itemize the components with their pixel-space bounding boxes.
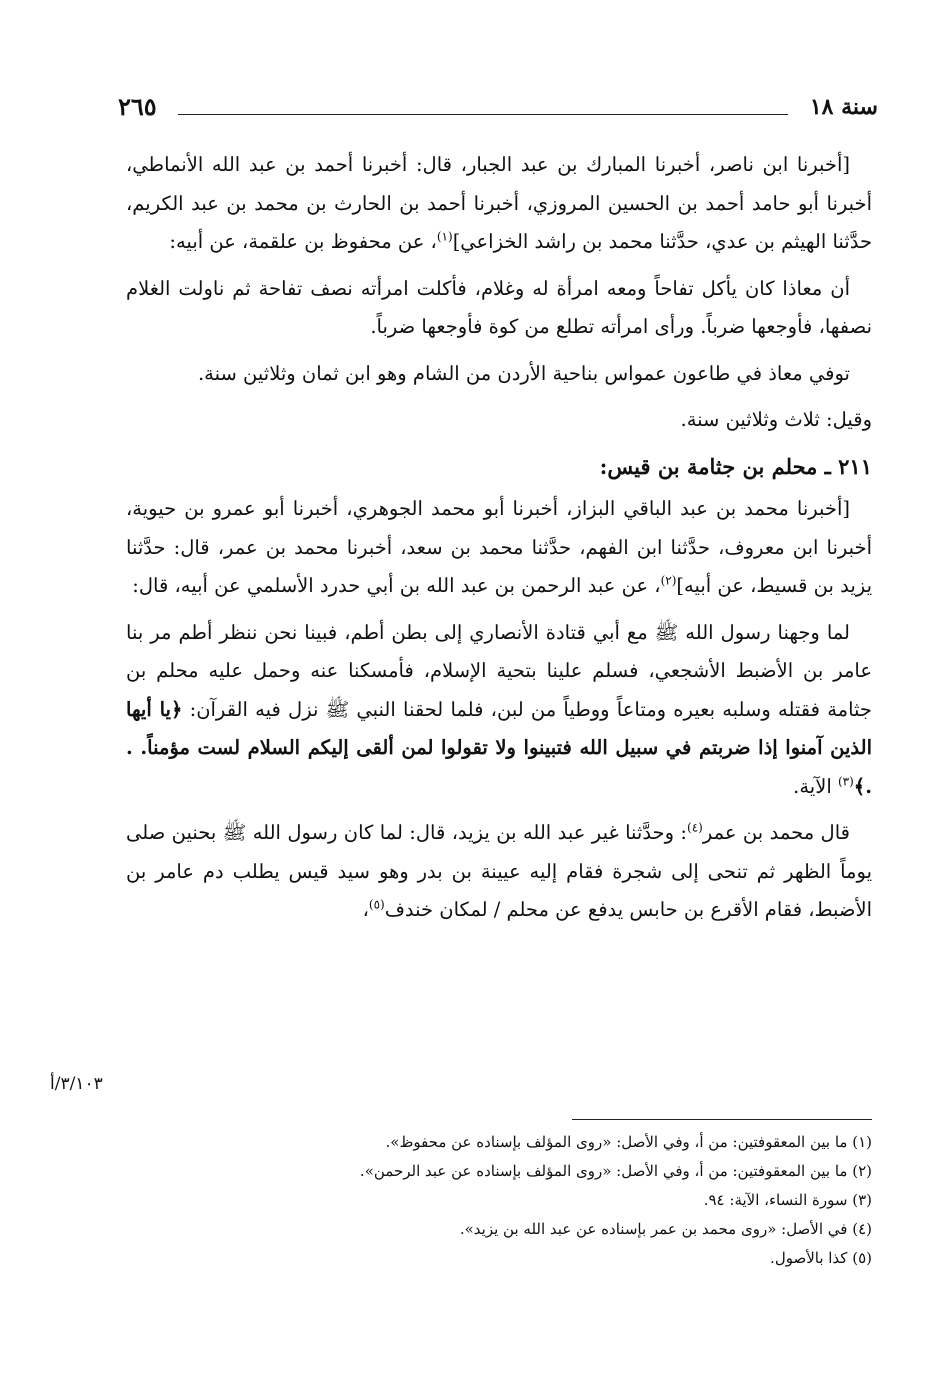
page-header [118,92,878,132]
text-run: أن معاذا كان يأكل تفاحاً ومعه امرأة له وغلام، فأكلت امرأته نصف تفاحة ثم ناولت الغلام نصفها، فأوجعها ضرباً. ورأى امرأته تطلع من كوة فأوجعها ضرباً. [126,276,872,338]
footnote-marker: (١) [436,229,453,244]
paragraph [126,355,872,394]
text-run: [أخبرنا ابن ناصر، أخبرنا المبارك بن عبد الجبار، قال: أخبرنا أحمد بن عبد الله الأنماطي، أخبرنا أبو حامد أحمد بن الحسين المروزي، أخبرنا أحمد بن الحارث بن محمد بن عبد الكريم، حدَّثنا الهيثم بن عدي، حدَّثنا محمد بن راشد الخزاعي] [126,153,872,253]
running-title: سنة ١٨ [809,94,878,120]
text-run: وقيل: ثلاث وثلاثين سنة. [680,408,872,431]
paragraph [126,146,872,262]
footnote: (٣) سورة النساء، الآية: ٩٤. [703,1191,872,1209]
text-run: الآية. [793,774,838,798]
paragraph [126,490,872,606]
footnotes [126,1128,872,1273]
footnote-marker: (٣) [837,774,854,788]
paragraph [126,814,872,930]
footnote: (٥) كذا بالأصول. [770,1249,872,1267]
text-run: ٢١١ ـ محلم بن جثامة بن قيس: [599,453,872,479]
header-rule [178,114,788,115]
paragraph [126,614,872,807]
text-run: قال محمد بن عمر [702,821,850,844]
manuscript-folio-ref: ٣/١٠٣/أ [50,1074,103,1094]
paragraph [126,270,872,347]
text-run: ، [362,898,369,921]
paragraph [126,401,872,440]
footnote-rule [572,1119,872,1120]
footnote-marker: (٤) [687,820,703,835]
main-text [126,146,872,938]
footnote-marker: (٥) [368,897,385,912]
text-run: لما وجهنا رسول الله ﷺ مع أبي قتادة الأنصاري إلى بطن أطم، فبينا نحن ننظر أطم مر بنا عامر بن الأضبط الأشجعي، فسلم علينا بتحية الإسلام، فأمسكنا عنه وحمل عليه محلم بن جثامة فقتله وسلبه بعيره ومتاعاً ووطياً من لبن، فلما لحقنا النبي ﷺ نزل فيه القرآن: [126,620,872,721]
footnote: (٤) في الأصل: «روى محمد بن عمر بإسناده عن عبد الله بن يزيد». [459,1220,872,1238]
footnote-marker: (٢) [660,573,677,588]
page-number: ٢٦٥ [118,92,157,121]
section-heading [126,448,872,487]
quran-quote: ﴿يا أيها الذين آمنوا إذا ضربتم في سبيل الله فتبينوا ولا تقولوا لمن ألقى إليكم السلام لست مؤمناً. . .﴾ [126,697,872,798]
text-run: توفي معاذ في طاعون عمواس بناحية الأردن من الشام وهو ابن ثمان وثلاثين سنة. [197,361,850,385]
text-run: [أخبرنا محمد بن عبد الباقي البزاز، أخبرنا أبو محمد الجوهري، أخبرنا أبو عمرو بن حيوية، أخبرنا ابن معروف، حدَّثنا ابن الفهم، حدَّثنا محمد بن سعد، أخبرنا محمد بن عمر، قال: حدَّثنا يزيد بن قسيط، عن أبيه] [126,497,872,597]
text-run: : وحدَّثنا غير عبد الله بن يزيد، قال: لما كان رسول الله ﷺ بحنين صلى يوماً الظهر ثم تنحى إلى شجرة فقام إليه عيينة بن بدر وهو سيد قيس يطلب دم عامر بن الأضبط، فقام الأقرع بن حابس يدفع عن محلم / لمكان خندف [126,821,873,921]
text-run: ، عن عبد الرحمن بن عبد الله بن أبي حدرد الأسلمي عن أبيه، قال: [132,574,661,597]
footnote: (٢) ما بين المعقوفتين: من أ، وفي الأصل: «روى المؤلف بإسناده عن عبد الرحمن». [359,1162,872,1180]
footnote: (١) ما بين المعقوفتين: من أ، وفي الأصل: «روى المؤلف بإسناده عن محفوظ». [385,1133,872,1151]
text-run: ، عن محفوظ بن علقمة، عن أبيه: [169,230,437,253]
